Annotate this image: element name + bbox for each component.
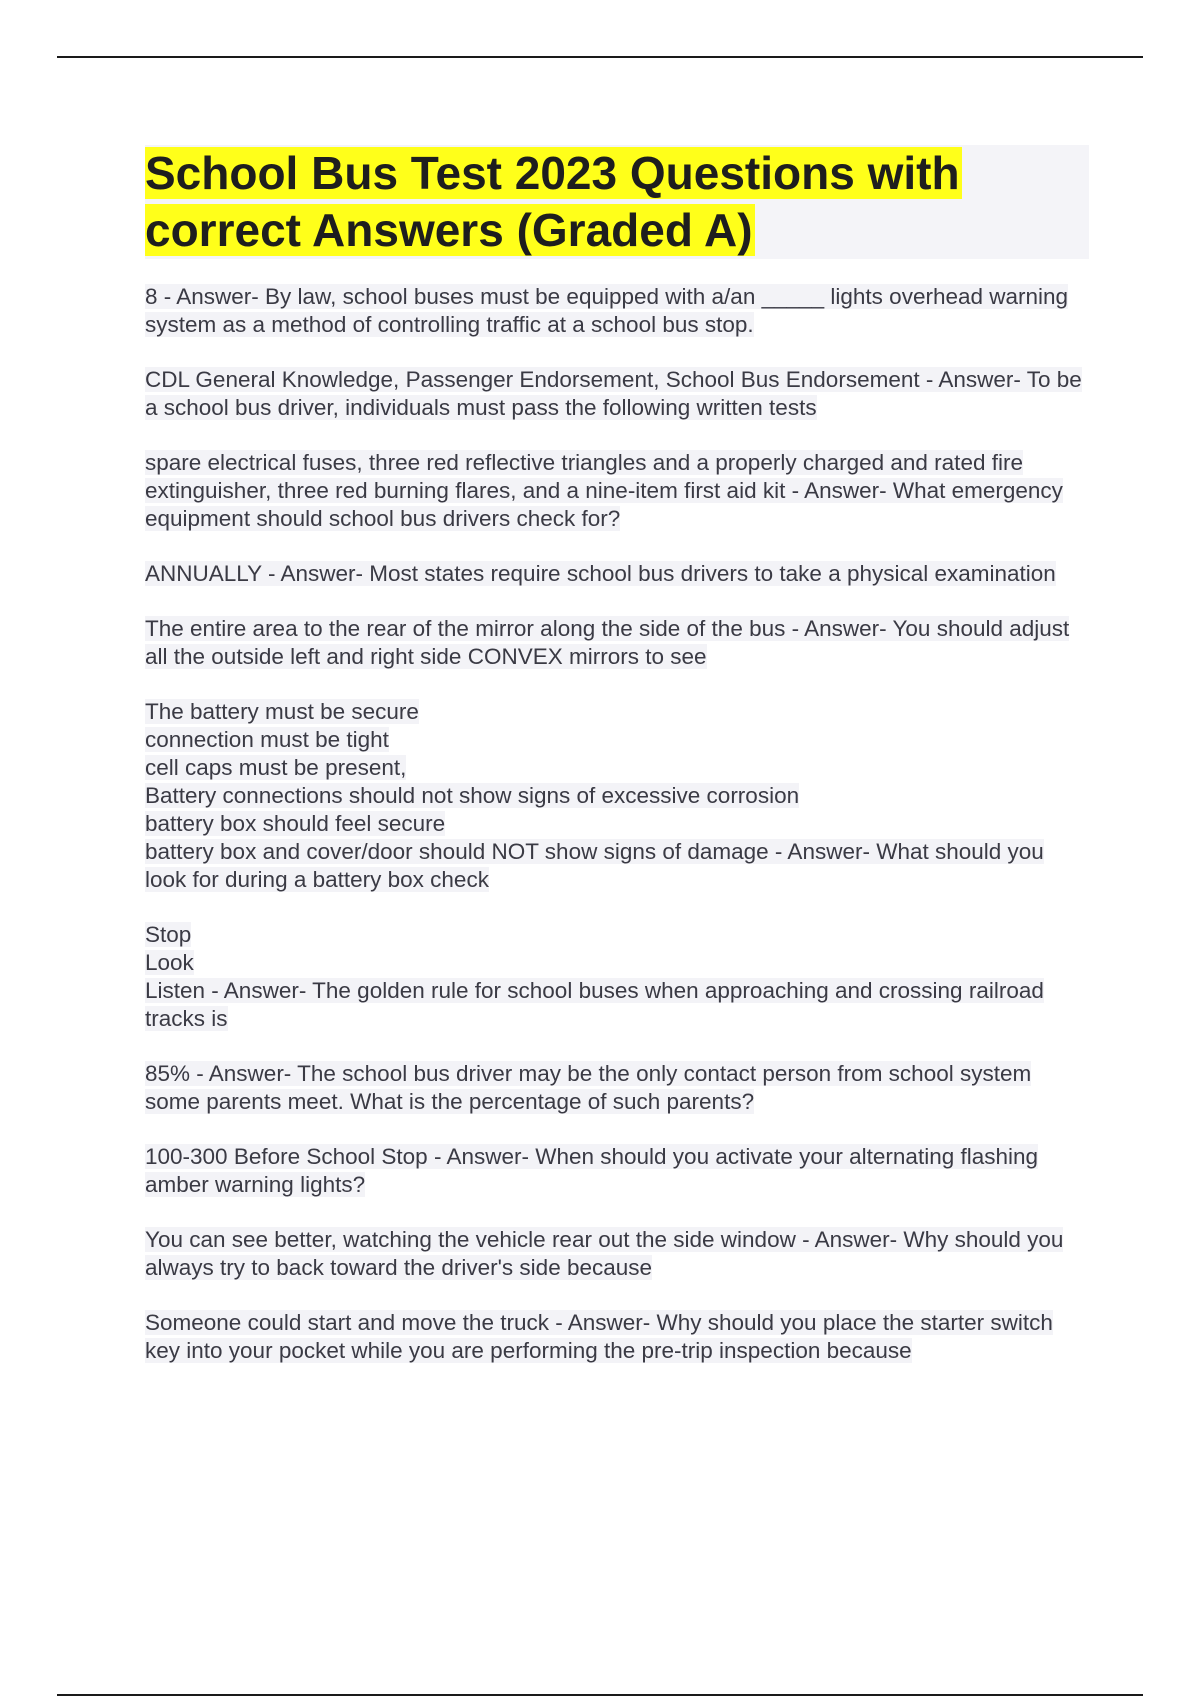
qa-line [145,698,1089,726]
qa-text: ANNUALLY - Answer- Most states require school bus drivers to take a physical examination [145,561,1056,586]
qa-entry [145,1143,1089,1199]
qa-line-text: Listen - Answer- The golden rule for school buses when approaching and crossing railroad tracks is [145,978,1044,1031]
qa-line [145,754,1089,782]
qa-line [145,921,1089,949]
qa-line [145,782,1089,810]
qa-entry [145,449,1089,533]
qa-entry [145,560,1089,588]
qa-text: You can see better, watching the vehicle rear out the side window - Answer- Why should you always try to back toward the driver's side because [145,1227,1064,1280]
qa-text: 85% - Answer- The school bus driver may be the only contact person from school system some parents meet. What is the percentage of such parents? [145,1061,1032,1114]
header-rule [57,56,1143,58]
qa-line [145,726,1089,754]
qa-entry [145,921,1089,1033]
title-block [145,145,1089,259]
qa-line [145,810,1089,838]
page-title-text: School Bus Test 2023 Questions with correct Answers (Graded A) [145,147,960,256]
qa-line-text: The battery must be secure [145,699,419,724]
qa-text: The entire area to the rear of the mirror along the side of the bus - Answer- You should adjust all the outside left and right side CONVEX mirrors to see [145,616,1070,669]
qa-text: CDL General Knowledge, Passenger Endorsement, School Bus Endorsement - Answer- To be a school bus driver, individuals must pass the following written tests [145,367,1082,420]
qa-entry [145,283,1089,339]
qa-line-text: battery box and cover/door should NOT show signs of damage - Answer- What should you look for during a battery box check [145,839,1044,892]
qa-text: spare electrical fuses, three red reflective triangles and a properly charged and rated fire extinguisher, three red burning flares, and a nine-item first aid kit - Answer- What emergency equipment should school bus drivers check for? [145,450,1063,531]
page-title [145,145,1089,259]
qa-entry [145,1226,1089,1282]
qa-line-text: Battery connections should not show signs of excessive corrosion [145,783,800,808]
qa-entry [145,366,1089,422]
qa-line-text: connection must be tight [145,727,389,752]
qa-entry [145,698,1089,894]
qa-entry [145,1060,1089,1116]
qa-text: 8 - Answer- By law, school buses must be equipped with a/an _____ lights overhead warning system as a method of controlling traffic at a school bus stop. [145,284,1069,337]
qa-text: Someone could start and move the truck - Answer- Why should you place the starter switch key into your pocket while you are performing the pre-trip inspection because [145,1310,1053,1363]
qa-entry [145,615,1089,671]
qa-line [145,838,1089,894]
qa-line-text: Look [145,950,194,975]
qa-line-text: Stop [145,922,192,947]
qa-text: 100-300 Before School Stop - Answer- When should you activate your alternating flashing amber warning lights? [145,1144,1039,1197]
footer-rule [57,1694,1143,1696]
qa-line-text: battery box should feel secure [145,811,446,836]
qa-line-text: cell caps must be present, [145,755,407,780]
qa-entry [145,1309,1089,1365]
qa-line [145,977,1089,1033]
document-body [145,145,1089,1392]
qa-line [145,949,1089,977]
